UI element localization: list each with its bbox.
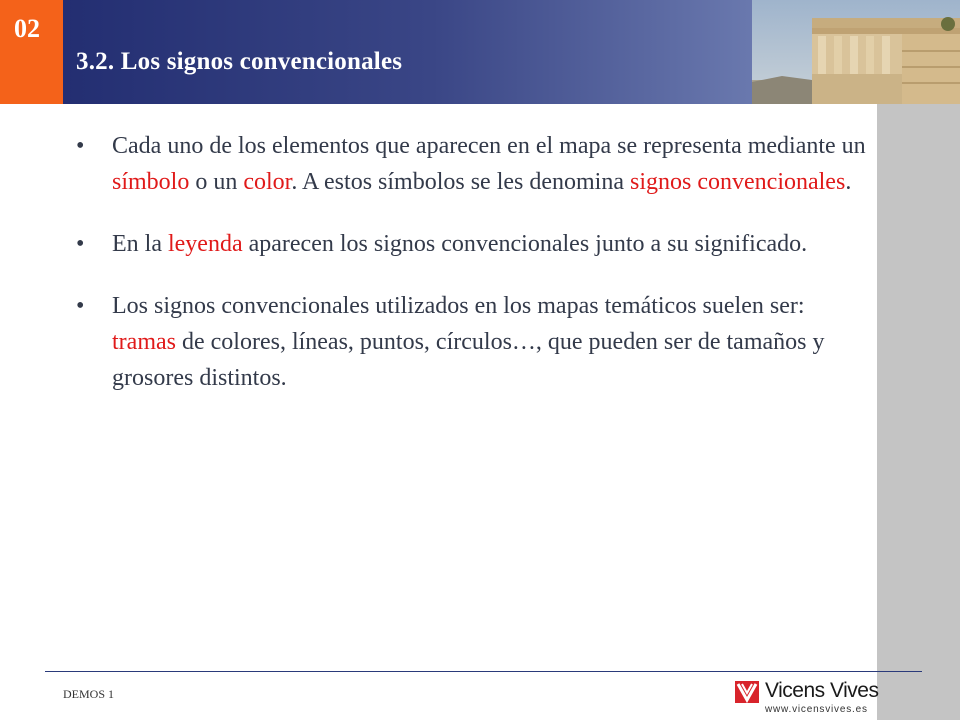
highlight-term: color (243, 169, 292, 195)
bullet-marker: • (76, 293, 85, 319)
bullet-text: o un (189, 169, 244, 195)
bullet-text: aparecen los signos convencionales junto a su significado. (242, 231, 808, 257)
slide-label: DEMOS 1 (63, 687, 115, 701)
bullet-item (76, 128, 866, 200)
slide-body (76, 128, 866, 422)
bullet-marker: • (76, 231, 85, 257)
acropolis-photo (752, 0, 960, 104)
highlight-term: tramas (112, 329, 176, 355)
bullet-text: En la (112, 231, 168, 257)
bullet-text: . (845, 169, 852, 195)
slide-header (0, 0, 960, 104)
slide-title: 3.2. Los signos convencionales (76, 48, 403, 75)
bullet-marker: • (76, 133, 85, 159)
bullet-text: Los signos convencionales utilizados en los mapas temáticos suelen ser: (112, 293, 805, 319)
footer-divider (45, 671, 922, 672)
vicens-vives-logo (735, 679, 879, 717)
highlight-term: símbolo (112, 169, 190, 195)
section-number: 02 (14, 14, 40, 43)
bullet-text: Cada uno de los elementos que aparecen en el mapa se representa mediante un (112, 133, 866, 159)
bullet-item (76, 288, 866, 396)
logo-url: www.vicensvives.es (765, 704, 868, 715)
bullet-text: de colores, líneas, puntos, círculos…, que pueden ser de tamaños y grosores distintos. (112, 329, 825, 391)
vicens-vives-logo-icon (735, 681, 759, 703)
side-panel (877, 104, 960, 720)
bullet-item (76, 226, 866, 262)
highlight-term: signos convencionales (630, 169, 846, 195)
logo-name: Vicens Vives (765, 679, 879, 702)
acropolis-photo-icon (752, 0, 960, 104)
section-badge (0, 0, 63, 104)
bullet-text: . A estos símbolos se les denomina (291, 169, 631, 195)
highlight-term: leyenda (167, 231, 243, 257)
